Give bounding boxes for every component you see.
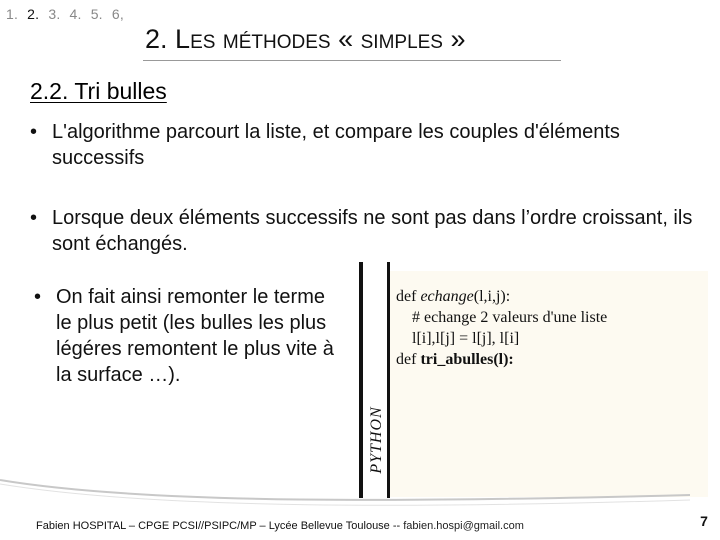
- bullet-bubble: [34, 284, 340, 388]
- nav-item-1[interactable]: 1.: [6, 6, 19, 22]
- section-heading: 2.2. Tri bulles: [30, 78, 167, 104]
- code-line1-name: echange: [420, 288, 474, 305]
- bullet-text: Lorsque deux éléments successifs ne sont pas dans l’ordre croissant, ils sont échangés.: [52, 207, 693, 255]
- code-line3: l[i],l[j] = l[j], l[i]: [396, 330, 520, 347]
- nav-item-4[interactable]: 4.: [69, 6, 82, 22]
- code-line1-def: def: [396, 288, 421, 305]
- page-number: 7: [700, 513, 708, 529]
- code-line4-def: def: [396, 351, 421, 368]
- code-line1-args: (l,i,j):: [473, 288, 511, 305]
- footer-email[interactable]: fabien.hospi@gmail.com: [403, 520, 524, 532]
- footer: [36, 520, 524, 532]
- decorative-curve-line: [0, 480, 690, 500]
- decorative-curve-line-2: [0, 484, 690, 505]
- code-language-text: PYTHON: [368, 406, 385, 474]
- bullet-mark: •: [34, 286, 42, 308]
- nav-item-3[interactable]: 3.: [48, 6, 61, 22]
- slide-title-first: L: [175, 24, 191, 54]
- nav-item-5[interactable]: 5.: [90, 6, 103, 22]
- slide-title: [145, 24, 466, 55]
- bullet-swap: [30, 205, 700, 257]
- bullet-mark: •: [30, 207, 38, 229]
- slide-title-num: 2.: [145, 24, 168, 54]
- code-block: [396, 286, 607, 370]
- code-line2: # echange 2 valeurs d'une liste: [396, 309, 608, 326]
- slide-title-rest: es méthodes « simples »: [190, 24, 466, 54]
- nav-item-2[interactable]: 2.: [27, 6, 40, 22]
- title-underline: [143, 60, 561, 61]
- slide-nav: [6, 6, 129, 22]
- bullet-text: On fait ainsi remonter le terme le plus petit (les bulles les plus légéres remontent le plus vite à la surface …).: [56, 286, 334, 386]
- code-line4-name: tri_abulles(l):: [420, 351, 514, 368]
- footer-text: Fabien HOSPITAL – CPGE PCSI//PSIPC/MP – Lycée Bellevue Toulouse --: [36, 520, 404, 532]
- bullet-mark: •: [30, 121, 38, 143]
- nav-item-6[interactable]: 6,: [111, 6, 124, 22]
- bullet-compare: [30, 119, 690, 171]
- bullet-text: L'algorithme parcourt la liste, et compare les couples d'éléments successifs: [52, 121, 620, 169]
